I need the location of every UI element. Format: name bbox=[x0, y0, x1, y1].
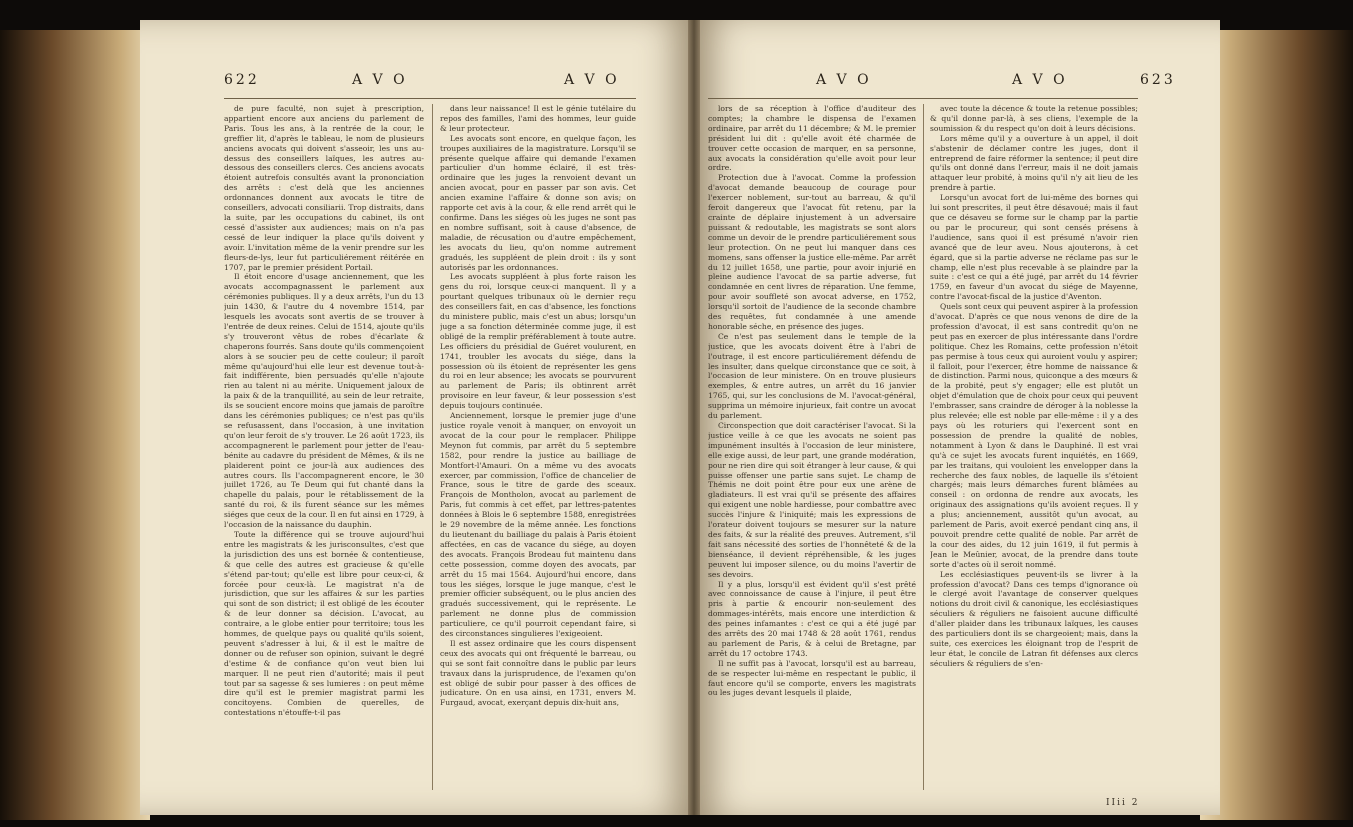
right-page-number: 623 bbox=[1140, 72, 1176, 88]
paragraph: Il étoit encore d'usage anciennement, que les avocats accompagnassent le parlement aux cérémonies publiques. Il y a deux arrêts, l'un du 13 juin 1430, & l'autre du 4 novembre 1514, par lesquels les avocats sont avertis de se trouver à l'entrée de deux reines. Celui de 1514, ajoute qu'ils s'y trouveront vêtus de robes d'écarlate & chaperons fourrés. Sans doute qu'ils commençoient alors à se soucier peu de cette couleur; il paroît même qu'aujourd'hui elle leur est devenue tout-à-fait indifférente, bien persuadés qu'elle n'ajoute rien au talent ni au mérite. Uniquement jaloux de la paix & de la tranquillité, au sein de leur retraite, ils se soucient encore moins que jamais de paroître dans les cérémonies publiques; ce n'est pas qu'ils se refusassent, dans l'occasion, à une invitation qu'on leur feroit de s'y trouver. Le 26 août 1723, ils accompagnerent le parlement pour jetter de l'eau-bénite au cadavre du président de Mêmes, & ils ne plaiderent point ce jour-là aux audiences des autres cours. Ils l'accompagnerent encore, le 30 juillet 1726, au Te Deum qui fut chanté dans la chapelle du palais, pour le rétablissement de la santé du roi, & ils furent séance sur les mêmes siéges que ceux de la cour. Il en fut ainsi en 1729, à l'occasion de la naissance du dauphin. bbox=[224, 272, 424, 530]
left-column-divider bbox=[432, 104, 433, 790]
right-column-2 bbox=[930, 104, 1138, 792]
paragraph: de pure faculté, non sujet à prescription, appartient encore aux anciens du parlement de Paris. Tous les ans, à la rentrée de la cour, le greffier lit, d'après le tableau, le nom de plusieurs anciens avocats qui doivent s'asseoir, les uns au-dessus des conseillers laïques, les autres au-dessous des conseillers clercs. Ces anciens avocats étoient autrefois consultés avant la prononciation des arrêts : c'est delà que les anciennes ordonnances donnent aux avocats le titre de conseillers, advocati consiliarii. Trop distraits, dans la suite, par les occupations du cabinet, ils ont cessé d'assister aux audiences; mais on n'a pas cessé de leur indiquer la place qu'ils doivent y avoir. L'invitation même de la venir prendre sur les fleurs-de-lys, leur fut particuliérement réitérée en 1707, par le premier président Portail. bbox=[224, 104, 424, 272]
right-column-divider bbox=[923, 104, 924, 790]
paragraph: dans leur naissance! Il est le génie tutélaire du repos des familles, l'ami des hommes, leur guide & leur protecteur. bbox=[440, 104, 636, 133]
left-column-2 bbox=[440, 104, 636, 792]
right-header-right: A V O bbox=[1012, 72, 1068, 88]
paragraph: Les ecclésiastiques peuvent-ils se livrer à la profession d'avocat? Dans ces temps d'ignorance où le clergé avoit l'avantage de conserver quelques notions du droit civil & canonique, les ecclésiastiques séculiers & réguliers ne faisoient aucune difficulté d'aller plaider dans les tribunaux laïques, les causes des particuliers dont ils se chargeoient; mais, dans la suite, ces exercices les éloignant trop de l'esprit de leur état, le concile de Latran fit défenses aux clercs séculiers & réguliers de s'en- bbox=[930, 569, 1138, 668]
left-page-number: 622 bbox=[224, 72, 260, 88]
left-header-right: A V O bbox=[564, 72, 620, 88]
left-header-left: A V O bbox=[352, 72, 408, 88]
left-header-rule bbox=[224, 98, 636, 99]
left-page-edges bbox=[0, 30, 150, 820]
right-header-rule bbox=[708, 98, 1138, 99]
paragraph: Anciennement, lorsque le premier juge d'une justice royale venoit à manquer, on envoyoit un avocat de la cour pour le remplacer. Philippe Meynon fut commis, par arrêt du 5 septembre 1582, pour rendre la justice au bailliage de Montfort-l'Amauri. On a même vu des avocats exercer, par commission, l'office de chancelier de France, sous le titre de garde des sceaux. François de Montholon, avocat au parlement de Paris, fut commis à cet effet, par lettres-patentes données à Blois le 6 septembre 1588, enregistrées le 29 novembre de la même année. Les fonctions du lieutenant du bailliage du palais à Paris étoient affectées, en cas de vacance du siége, au doyen des avocats. François Brodeau fut maintenu dans cette possession, comme doyen des avocats, par arrêt du 15 mai 1564. Aujourd'hui encore, dans tous les siéges, lorsque le juge manque, c'est le premier officier subséquent, ou le plus ancien des gradués successivement, qui le représente. Le parlement ne donne plus de commission particuliere, ce qu'il pourroit cependant faire, si des circonstances singulieres l'exigeoient. bbox=[440, 411, 636, 639]
book-gutter bbox=[688, 20, 700, 815]
left-running-header bbox=[140, 72, 694, 98]
left-page bbox=[140, 20, 694, 815]
paragraph: Il ne suffit pas à l'avocat, lorsqu'il est au barreau, de se respecter lui-même en respectant le public, il faut encore qu'il se comporte, envers les magistrats ou les juges devant lesquels il plaide, bbox=[708, 658, 916, 698]
paragraph: lors de sa réception à l'office d'auditeur des comptes; la chambre le dispensa de l'examen ordinaire, par arrêt du 11 décembre; & M. le premier président lui dit : qu'elle avoit été charmée de trouver cette occasion de marquer, en sa personne, aux avocats la considération qu'elle avoit pour leur ordre. bbox=[708, 104, 916, 173]
right-header-left: A V O bbox=[816, 72, 872, 88]
right-column-1 bbox=[708, 104, 916, 792]
right-running-header bbox=[694, 72, 1220, 98]
paragraph: avec toute la décence & toute la retenue possibles; & qu'il donne par-là, à ses cliens, l'exemple de la soumission & du respect qu'on doit à leurs décisions. bbox=[930, 104, 1138, 133]
paragraph: Il est assez ordinaire que les cours dispensent ceux des avocats qui ont fréquenté le barreau, ou qui se sont fait connoître dans le public par leurs travaux dans la jurisprudence, de l'examen qu'on est obligé de subir pour passer à des offices de judicature. On en usa ainsi, en 1731, envers M. Furgaud, avocat, exerçant depuis dix-huit ans, bbox=[440, 638, 636, 708]
right-page-edges bbox=[1200, 30, 1353, 820]
paragraph: Ce n'est pas seulement dans le temple de la justice, que les avocats doivent être à l'abri de l'outrage, il est encore particuliérement défendu de les insulter, dans quelque circonstance que ce soit, à l'occasion de leur ministere. On en trouve plusieurs exemples, & entre autres, un arrêt du 16 janvier 1765, qui, sur les conclusions de M. l'avocat-général, supprima un mémoire injurieux, fait contre un avocat du parlement. bbox=[708, 331, 916, 421]
paragraph: Circonspection que doit caractériser l'avocat. Si la justice veille à ce que les avocats ne soient pas impunément insultés à l'occasion de leur ministere, elle exige aussi, de leur part, une grande modération, pour ne rien dire qui soit étranger à leur cause, & qui puisse offenser une partie sans sujet. Le champ de Thémis ne doit point être pour eux une arène de gladiateurs. Il est vrai qu'il se présente des affaires qui exigent une noble hardiesse, pour combattre avec succès l'injure & l'iniquité; mais les expressions de l'orateur doivent toujours se mesurer sur la nature des faits, & sur la réalité des preuves. Autrement, s'il fait sans nécessité des sorties de l'honnêteté & de la bienséance, il devient répréhensible, & les juges peuvent lui imposer silence, ou du moins l'avertir de ses devoirs. bbox=[708, 421, 916, 579]
signature-mark: IIii 2 bbox=[1106, 798, 1140, 808]
right-page bbox=[694, 20, 1220, 815]
paragraph: Les avocats suppléent à plus forte raison les gens du roi, lorsque ceux-ci manquent. Il y a pourtant quelques tribunaux où le dernier reçu des conseillers fait, en cas d'absence, les fonctions du ministere public, mais c'est un abus; lorsqu'un juge a sa fonction déterminée comme juge, il est obligé de la remplir préférablement à toute autre. Les officiers du présidial de Guéret voulurent, en 1741, troubler les avocats du siége, dans la possession où ils étoient de représenter les gens du roi en leur absence; les avocats se pourvurent au parlement de Paris; ils obtinrent arrêt provisoire en leur faveur, & leur possession s'est depuis toujours continuée. bbox=[440, 272, 636, 411]
paragraph: Les avocats sont encore, en quelque façon, les troupes auxiliaires de la magistrature. Lorsqu'il se présente quelque affaire qui demande l'examen particulier d'un homme éclairé, il est très-ordinaire que les juges la renvoient devant un ancien avocat, pour en passer par son avis. Cet ancien examine l'affaire & donne son avis; on rapporte cet avis à la cour, & elle rend arrêt qui le confirme. Dans les siéges où les juges ne sont pas en nombre suffisant, soit à cause d'absence, de maladie, de récusation ou d'autre empêchement, les avocats du lieu, qu'on nomme autrement gradués, les suppléent de plein droit : ils y sont autorisés par les ordonnances. bbox=[440, 133, 636, 272]
paragraph: Lors même qu'il y a ouverture à un appel, il doit s'abstenir de déclamer contre les juges, dont il entreprend de faire réformer la sentence; il peut dire qu'ils ont donné dans l'erreur, mais il ne doit jamais attaquer leur probité, à moins qu'il n'y ait lieu de les prendre à partie. bbox=[930, 133, 1138, 193]
paragraph: Lorsqu'un avocat fort de lui-même des bornes qui lui sont prescrites, il peut être désavoué; mais il faut que ce désaveu se forme sur le champ par la partie ou par le procureur, qui sont censés présens à l'audience, sans quoi il est présumé n'avoir rien avancé que de leur aveu. Nous ajouterons, à cet égard, que si la partie adverse ne réclame pas sur le champ, elle n'est plus recevable à se plaindre par la suite : c'est ce qui a été jugé, par arrêt du 14 février 1759, en faveur d'un avocat du siége de Mayenne, contre l'avocat-fiscal de la justice d'Aventon. bbox=[930, 193, 1138, 302]
paragraph: Protection due à l'avocat. Comme la profession d'avocat demande beaucoup de courage pour l'exercer noblement, sur-tout au barreau, & qu'il feroit dangereux que l'avocat fût retenu, par la crainte de déplaire injustement à un adversaire puissant & redoutable, les magistrats se sont alors comme un devoir de le prendre particuliérement sous leur protection. On ne peut lui manquer dans ces momens, sans offenser la justice elle-même. Par arrêt du 12 juillet 1658, une partie, pour avoir injurié en pleine audience l'avocat de sa partie adverse, fut condamnée en cent livres de réparation. Une femme, pour avoir souffleté son avocat adverse, en 1752, lorsqu'il sortoit de l'audience de la seconde chambre des requêtes, fut condamnée à une amende honorable séche, en présence des juges. bbox=[708, 173, 916, 331]
paragraph: Quels sont ceux qui peuvent aspirer à la profession d'avocat. D'après ce que nous venons de dire de la profession d'avocat, il est sans contredit qu'on ne peut pas en exercer de plus intéressante dans l'ordre politique. Chez les Romains, cette profession n'étoit pas permise à tous ceux qui auroient voulu y aspirer; il falloit, pour l'exercer, être homme de naissance & de distinction. Parmi nous, quiconque a des mœurs & de la probité, peut s'y engager; elle est plutôt un objet d'émulation que de choix pour ceux qui peuvent l'embrasser, sans craindre de déroger à la noblesse la plus relevée; elle est noble par elle-même : il y a des pays où les roturiers qui l'exercent sont en possession de prendre la qualité de nobles, notamment à Lyon & dans le Dauphiné. Il est vrai qu'à ce sujet les avocats furent inquiétés, en 1669, par les traitans, qui vouloient les envelopper dans la recherche des faux nobles, de laquelle ils s'étoient chargés; mais leurs démarches furent blâmées au conseil : on ordonna de rendre aux avocats, les originaux des assignations qu'ils avoient reçues. Il y a plus; anciennement, aussitôt qu'un avocat, au parlement de Paris, avoit exercé pendant cinq ans, il pouvoit prendre cette qualité de noble. Par arrêt de la cour des aides, du 12 juin 1619, il fut permis à Jean le Meûnier, avocat, de la prendre dans toute sorte d'actes où il seroit nommé. bbox=[930, 302, 1138, 569]
paragraph: Il y a plus, lorsqu'il est évident qu'il s'est prêté avec connoissance de cause à l'injure, il peut être pris à partie & encourir non-seulement des dommages-intérêts, mais encore une interdiction & des peines infamantes : c'est ce qui a été jugé par des arrêts des 20 mai 1748 & 28 août 1761, rendus au parlement de Paris, & à celui de Bretagne, par arrêt du 17 octobre 1743. bbox=[708, 579, 916, 658]
paragraph: Toute la différence qui se trouve aujourd'hui entre les magistrats & les jurisconsultes, c'est que la jurisdiction des uns est bornée & contentieuse, & que celle des autres est gracieuse & qu'elle s'étend par-tout; qu'elle est libre pour ceux-ci, & forcée pour ceux-là. Le magistrat n'a de jurisdiction, que sur les affaires & sur les parties qui sont de son district; il est obligé de les écouter & de leur donner sa décision. L'avocat, au contraire, a le globe entier pour territoire; tous les hommes, de quelque pays ou qualité qu'ils soient, peuvent s'adresser à lui, & il est le maître de donner ou de refuser son opinion, suivant le degré d'estime & de confiance qu'on veut bien lui marquer. Il ne peut rien d'autorité; mais il peut tout par sa sagesse & ses lumieres : on peut même dire qu'il est le premier magistrat parmi les concitoyens. Combien de querelles, de contestations n'étouffe-t-il pas bbox=[224, 529, 424, 718]
left-column-1 bbox=[224, 104, 424, 792]
